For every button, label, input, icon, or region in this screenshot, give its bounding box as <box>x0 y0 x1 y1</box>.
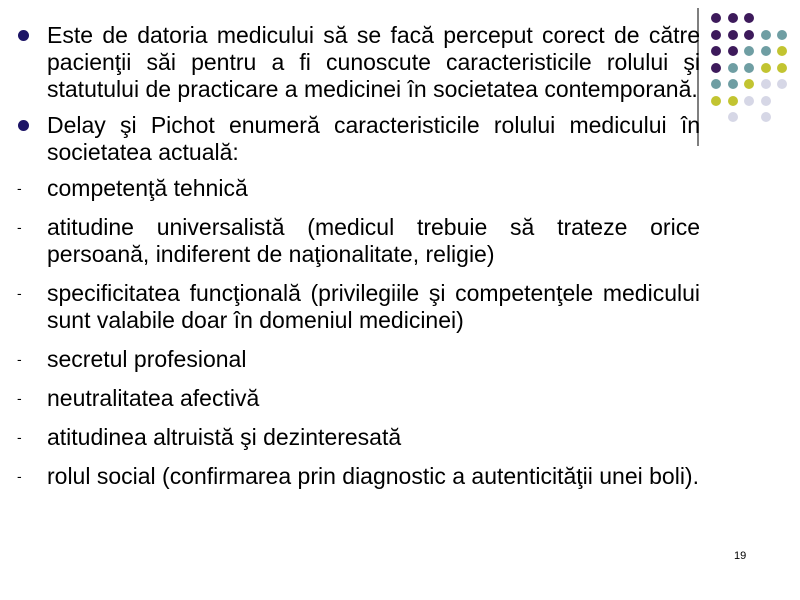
list-item <box>16 175 700 202</box>
decorative-dot <box>777 79 787 89</box>
decorative-dot <box>761 96 771 106</box>
decorative-dot <box>761 79 771 89</box>
decorative-dot <box>711 63 721 73</box>
list-item-text: atitudine universalistă (medicul trebuie să trateze orice persoană, indiferent de naţionalitate, religie) <box>47 214 700 267</box>
list-item <box>16 280 700 334</box>
decorative-dot <box>728 46 738 56</box>
decorative-dot <box>744 79 754 89</box>
list-item <box>16 385 700 412</box>
list-item <box>16 112 700 166</box>
list-item-text: Este de datoria medicului să se facă perceput corect de către pacienţii săi pentru a fi cunoscute caracteristicile rolului şi statutului de practicare a medicinei în societatea contemporană. <box>47 22 700 102</box>
decorative-dot <box>744 30 754 40</box>
decorative-dot <box>761 112 771 122</box>
decorative-dot <box>711 30 721 40</box>
list-item-text: rolul social (confirmarea prin diagnostic a autenticităţii unei boli). <box>47 463 699 489</box>
list-item-text: competenţă tehnică <box>47 175 248 201</box>
bullet-disc-icon <box>18 120 29 131</box>
decorative-dot <box>728 13 738 23</box>
dash-marker-icon: - <box>17 429 22 445</box>
decorative-dot <box>761 63 771 73</box>
dash-marker-icon: - <box>17 219 22 235</box>
list-item-text: Delay şi Pichot enumeră caracteristicile rolului medicului în societatea actuală: <box>47 112 700 165</box>
list-item <box>16 424 700 451</box>
decorative-dot <box>728 112 738 122</box>
decorative-dot <box>777 46 787 56</box>
list-item-text: secretul profesional <box>47 346 247 372</box>
decorative-dot-grid <box>711 13 781 128</box>
decorative-dot <box>777 63 787 73</box>
list-item <box>16 214 700 268</box>
slide-body <box>16 22 700 502</box>
dash-marker-icon: - <box>17 468 22 484</box>
decorative-dot <box>711 79 721 89</box>
list-item <box>16 22 700 103</box>
bullet-disc-icon <box>18 30 29 41</box>
decorative-dot <box>744 96 754 106</box>
dash-marker-icon: - <box>17 285 22 301</box>
page-number: 19 <box>734 550 747 562</box>
decorative-dot <box>728 96 738 106</box>
decorative-dot <box>761 46 771 56</box>
list-item <box>16 463 700 490</box>
decorative-dot <box>728 30 738 40</box>
list-item-text: neutralitatea afectivă <box>47 385 260 411</box>
decorative-dot <box>777 30 787 40</box>
decorative-dot <box>711 46 721 56</box>
decorative-dot <box>761 30 771 40</box>
list-item-text: specificitatea funcţională (privilegiile şi competenţele medicului sunt valabile doar în domeniul medicinei) <box>47 280 700 333</box>
decorative-dot <box>744 13 754 23</box>
list-item <box>16 346 700 373</box>
list-item-text: atitudinea altruistă şi dezinteresată <box>47 424 402 450</box>
decorative-dot <box>728 63 738 73</box>
decorative-dot <box>728 79 738 89</box>
dash-marker-icon: - <box>17 180 22 196</box>
decorative-dot <box>711 96 721 106</box>
dash-marker-icon: - <box>17 390 22 406</box>
dash-marker-icon: - <box>17 351 22 367</box>
decorative-dot <box>711 13 721 23</box>
decorative-dot <box>744 63 754 73</box>
decorative-dot <box>744 46 754 56</box>
